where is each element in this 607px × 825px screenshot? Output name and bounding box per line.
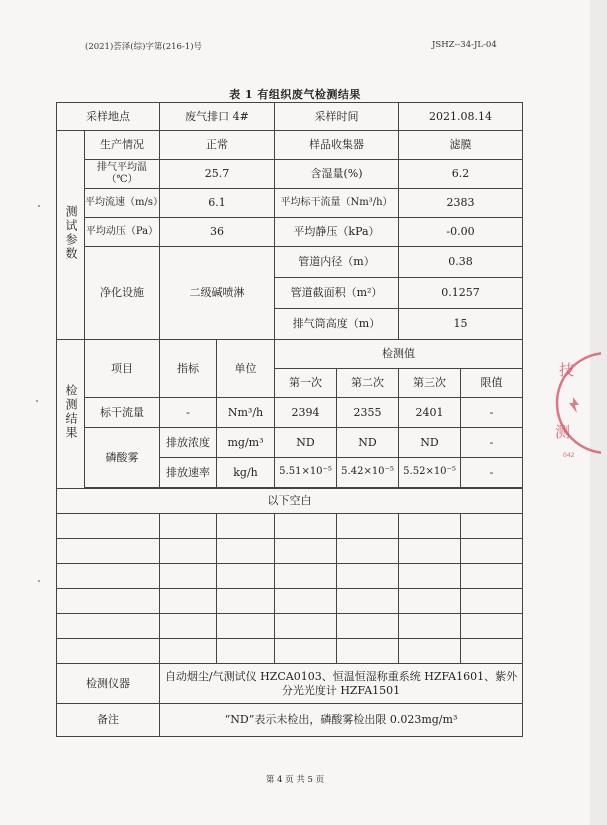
phosphoric-item: 磷酸雾: [85, 428, 160, 488]
conc-indicator: 排放浓度: [160, 428, 217, 458]
svg-text:测: 测: [555, 423, 571, 441]
empty-row: [57, 639, 523, 664]
param-label: 平均动压（Pa）: [85, 218, 160, 247]
col-second: 第二次: [337, 369, 399, 398]
results-group-label: 检测结果: [57, 340, 85, 489]
param-value: -0.00: [399, 218, 523, 247]
col-unit: 单位: [217, 340, 275, 398]
param-label: 生产情况: [85, 131, 160, 160]
conc-unit: mg/m³: [217, 428, 275, 458]
col-third: 第三次: [399, 369, 461, 398]
time-label: 采样时间: [275, 103, 399, 131]
results-table: [56, 102, 523, 737]
pipe-label: 排气筒高度（m）: [275, 309, 399, 340]
notes-label: 备注: [57, 704, 160, 737]
purify-label: 净化设施: [85, 247, 160, 340]
site-label: 采样地点: [57, 103, 160, 131]
param-value: 6.2: [399, 160, 523, 189]
param-value: 2383: [399, 189, 523, 218]
param-label: 平均标干流量（Nm³/h）: [275, 189, 399, 218]
purify-value: 二级碱喷淋: [160, 247, 275, 340]
rate-v1: 5.51×10⁻⁵: [275, 458, 337, 488]
empty-row: [57, 614, 523, 639]
flow-limit: -: [461, 398, 523, 428]
col-first: 第一次: [275, 369, 337, 398]
instruments-value: 自动烟尘/气测试仪 HZCA0103、恒温恒湿称重系统 HZFA1601、紫外分光光度计 HZFA1501: [160, 664, 523, 704]
col-measured: 检测值: [275, 340, 523, 369]
notes-value: “ND”表示未检出，磷酸雾检出限 0.023mg/m³: [160, 704, 523, 737]
pipe-label: 管道截面积（m²）: [275, 278, 399, 309]
rate-indicator: 排放速率: [160, 458, 217, 488]
param-label: 排气平均温（℃）: [85, 160, 160, 189]
page-footer: 第 4 页 共 5 页: [265, 775, 325, 785]
time-value: 2021.08.14: [399, 103, 523, 131]
param-value: 25.7: [160, 160, 275, 189]
flow-indicator: -: [160, 398, 217, 428]
empty-row: [57, 539, 523, 564]
empty-row: [57, 589, 523, 614]
flow-unit: Nm³/h: [217, 398, 275, 428]
flow-v2: 2355: [337, 398, 399, 428]
param-label: 样品收集器: [275, 131, 399, 160]
site-value: 废气排口 4#: [160, 103, 275, 131]
param-value: 6.1: [160, 189, 275, 218]
col-item: 项目: [85, 340, 160, 398]
svg-text:技: 技: [559, 361, 575, 379]
doc-code: JSHZ--34-JL-04: [432, 40, 497, 50]
flow-item: 标干流量: [85, 398, 160, 428]
instruments-label: 检测仪器: [57, 664, 160, 704]
pipe-label: 管道内径（m）: [275, 247, 399, 278]
conc-v3: ND: [399, 428, 461, 458]
rate-limit: -: [461, 458, 523, 488]
param-label: 含湿量(%): [275, 160, 399, 189]
svg-text:042: 042: [563, 452, 575, 459]
param-label: 平均流速（m/s）: [85, 189, 160, 218]
doc-number: (2021)荟泽(综)字第(216-1)号: [85, 42, 203, 52]
rate-v2: 5.42×10⁻⁵: [337, 458, 399, 488]
pipe-value: 15: [399, 309, 523, 340]
empty-row: [57, 514, 523, 539]
param-label: 平均静压（kPa）: [275, 218, 399, 247]
col-indicator: 指标: [160, 340, 217, 398]
param-value: 正常: [160, 131, 275, 160]
pipe-value: 0.1257: [399, 278, 523, 309]
seal-stamp: [545, 345, 601, 463]
param-value: 滤膜: [399, 131, 523, 160]
col-limit: 限值: [461, 369, 523, 398]
blank-marker: 以下空白: [57, 489, 523, 514]
empty-row: [57, 564, 523, 589]
table-title: 表 1 有组织废气检测结果: [229, 88, 361, 101]
param-value: 36: [160, 218, 275, 247]
pipe-value: 0.38: [399, 247, 523, 278]
conc-limit: -: [461, 428, 523, 458]
rate-v3: 5.52×10⁻⁵: [399, 458, 461, 488]
test-params-group-label: 测试参数: [57, 131, 85, 340]
flow-v1: 2394: [275, 398, 337, 428]
rate-unit: kg/h: [217, 458, 275, 488]
flow-v3: 2401: [399, 398, 461, 428]
conc-v2: ND: [337, 428, 399, 458]
conc-v1: ND: [275, 428, 337, 458]
